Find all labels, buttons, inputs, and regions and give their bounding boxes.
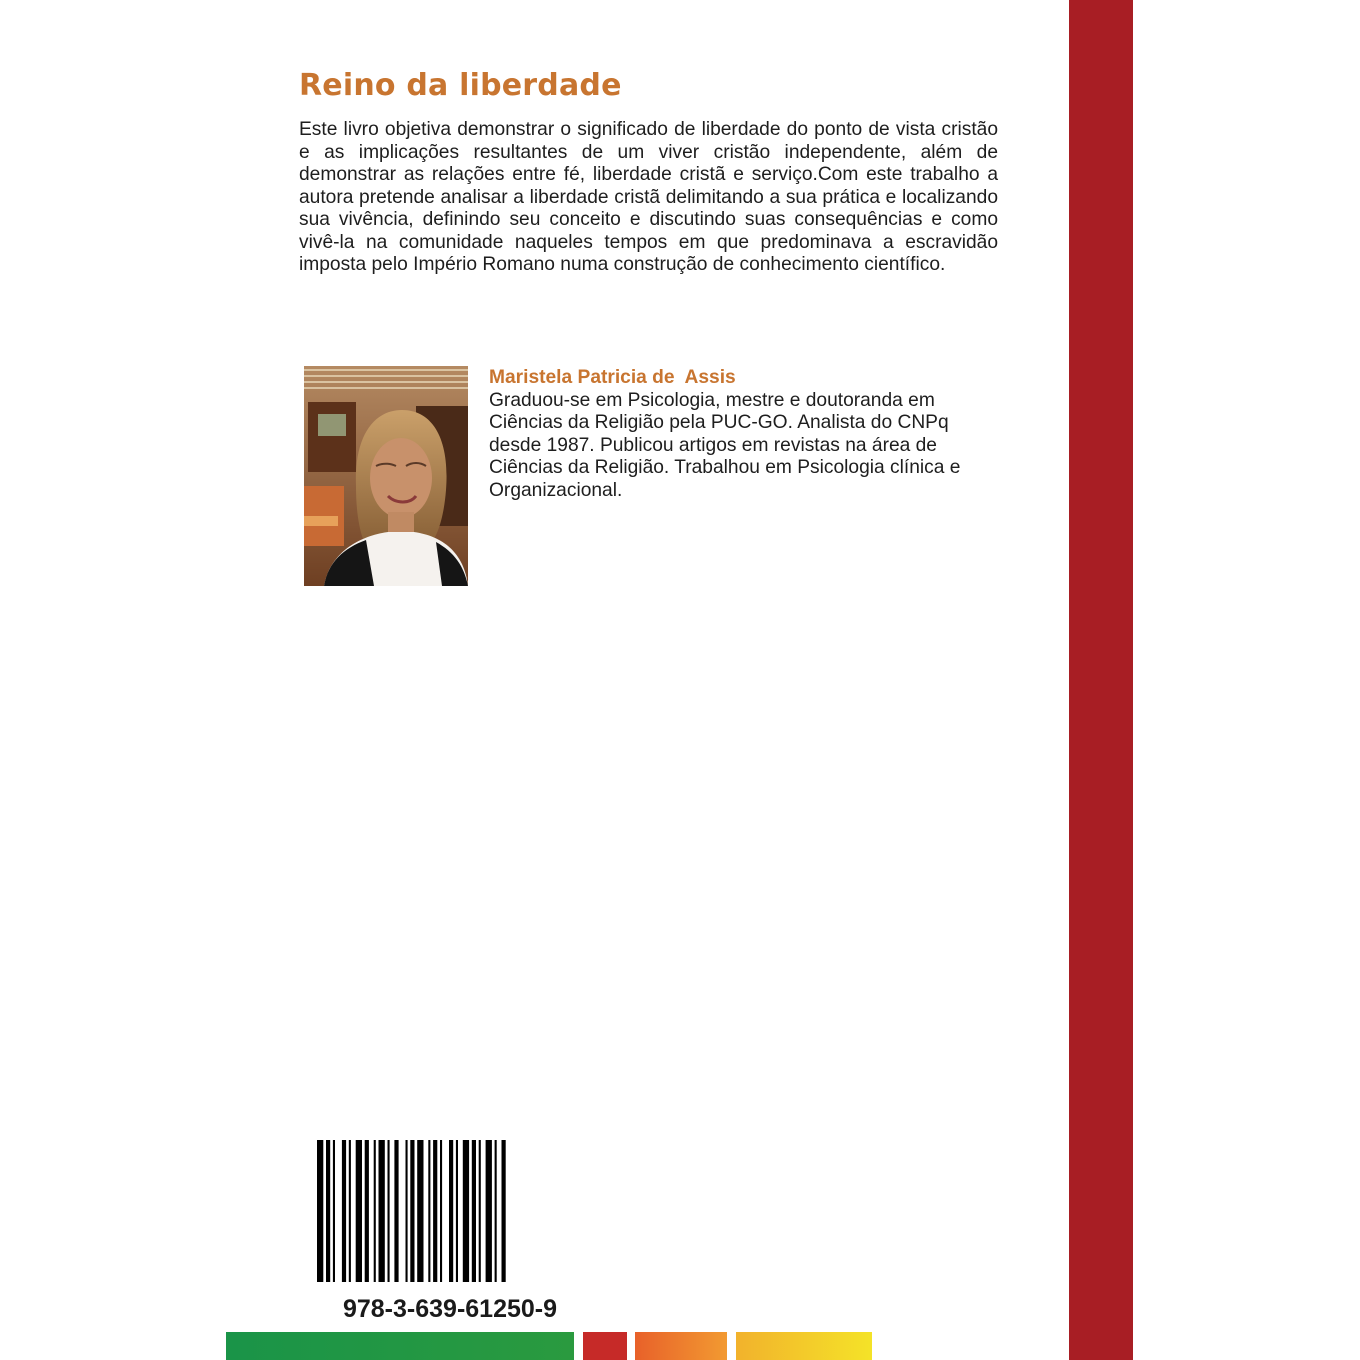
barcode-bar: [317, 1140, 323, 1282]
barcode-bar: [365, 1140, 369, 1282]
barcode-bar: [326, 1140, 330, 1282]
barcode-bar: [428, 1140, 430, 1282]
barcode-bar: [394, 1140, 398, 1282]
author-name: Maristela Patricia de Assis: [489, 367, 736, 388]
color-strip-yellow: [736, 1332, 872, 1360]
barcode-bar: [479, 1140, 481, 1282]
barcode-bar: [472, 1140, 476, 1282]
barcode-bar: [410, 1140, 414, 1282]
barcode-bar: [449, 1140, 453, 1282]
barcode-bar: [433, 1140, 437, 1282]
barcode-bar: [379, 1140, 385, 1282]
barcode-bar: [440, 1140, 442, 1282]
barcode-bar: [333, 1140, 335, 1282]
author-photo: [304, 366, 468, 586]
barcode-bar: [486, 1140, 492, 1282]
barcode-bar: [342, 1140, 346, 1282]
book-title: Reino da liberdade: [299, 68, 622, 103]
barcode-bar: [502, 1140, 506, 1282]
barcode-bar: [417, 1140, 423, 1282]
color-strip-red: [583, 1332, 627, 1360]
barcode-bar: [495, 1140, 497, 1282]
author-info: [489, 367, 1004, 502]
author-bio: Graduou-se em Psicologia, mestre e doutoranda em Ciências da Religião pela PUC-GO. Analista do CNPq desde 1987. Publicou artigos em revistas na área de Ciências da Religião. Trabalhou em Psicologia clínica e Organizacional.: [489, 389, 961, 501]
barcode-bar: [374, 1140, 376, 1282]
book-spine: [1069, 0, 1133, 1360]
isbn-barcode: [317, 1140, 583, 1282]
barcode-bar: [406, 1140, 408, 1282]
color-strip-green: [226, 1332, 574, 1360]
barcode-bar: [388, 1140, 390, 1282]
color-strip-orange: [635, 1332, 727, 1360]
barcode-bar: [356, 1140, 362, 1282]
isbn-number: 978-3-639-61250-9: [342, 1295, 558, 1323]
barcode-bar: [463, 1140, 469, 1282]
barcode-bar: [349, 1140, 351, 1282]
barcode-bar: [456, 1140, 458, 1282]
book-description: Este livro objetiva demonstrar o significado de liberdade do ponto de vista cristão e as implicações resultantes de um viver cristão independente, além de demonstrar as relações entre fé, liberdade cristã e serviço.Com este trabalho a autora pretende analisar a liberdade cristã delimitando a sua prática e localizando sua vivência, definindo seu conceito e discutindo suas consequências e como vivê-la na comunidade naqueles tempos em que predominava a escravidão imposta pelo Império Romano numa construção de conhecimento científico.: [299, 119, 998, 275]
